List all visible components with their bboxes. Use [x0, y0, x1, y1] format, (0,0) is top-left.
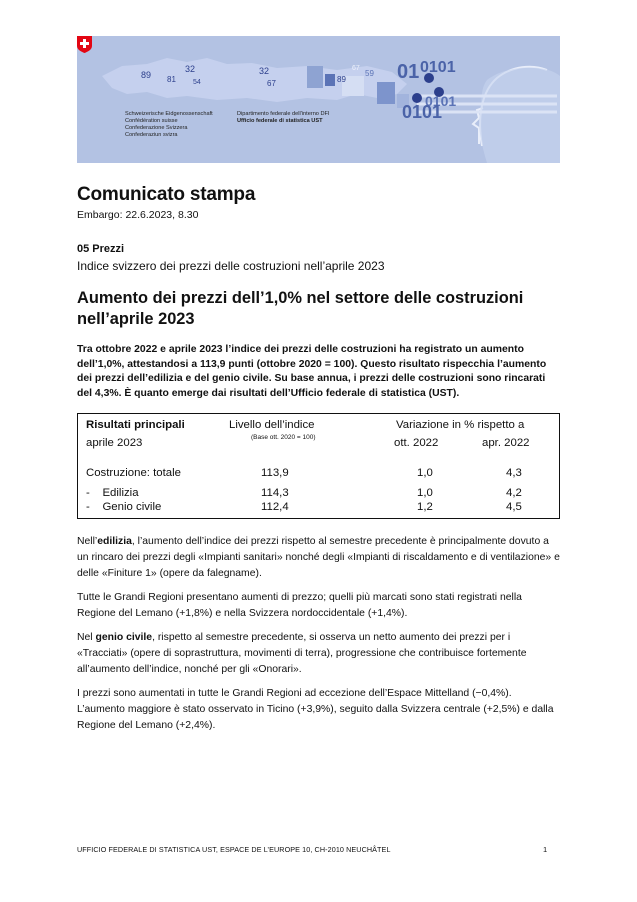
table-period: aprile 2023: [86, 437, 143, 449]
svg-text:54: 54: [193, 79, 201, 86]
paragraph-edilizia: [77, 534, 562, 582]
svg-text:01: 01: [397, 61, 420, 83]
row-v1: 1,0: [417, 487, 433, 499]
fed-line-rm: Confederaziun svizra: [125, 132, 178, 138]
confederation-names: [125, 111, 213, 139]
svg-text:0101: 0101: [402, 102, 443, 122]
embargo-text: Embargo: 22.6.2023, 8.30: [77, 209, 199, 221]
svg-text:89: 89: [141, 70, 152, 80]
fed-line-it: Confederazione Svizzera: [125, 125, 188, 131]
table-title: Risultati principali: [86, 419, 185, 431]
header-banner: [77, 36, 560, 163]
swiss-flag-icon: [77, 36, 92, 53]
svg-text:32: 32: [259, 66, 270, 76]
department-line: Dipartimento federale dell'interno DFI: [237, 111, 330, 117]
row-label: - Edilizia: [86, 487, 139, 499]
text-run: Nel: [77, 632, 96, 643]
svg-text:81: 81: [167, 75, 176, 84]
row-v2: 4,2: [506, 487, 522, 499]
paragraph-regional-increase: I prezzi sono aumentati in tutte le Grandi Regioni ad eccezione dell’Espace Mittelland (−0,4%). L’aumento maggiore è stato osservato in Ticino (+3,9%), seguito dalla Svizzera centrale (+2,5%) e dalla Regione del Lemano (+2,4%).: [77, 688, 554, 731]
department-names: [237, 111, 329, 125]
office-line: Ufficio federale di statistica UST: [237, 118, 323, 124]
row-v2: 4,5: [506, 501, 522, 513]
subtitle: Indice svizzero dei prezzi delle costruzioni nell’aprile 2023: [77, 259, 385, 273]
col-var2-header: apr. 2022: [482, 437, 530, 449]
headline: Aumento dei prezzi dell’1,0% nel settore delle costruzioni nell’aprile 2023: [77, 289, 524, 328]
svg-text:67: 67: [352, 65, 360, 72]
fed-line-fr: Confédération suisse: [125, 118, 178, 124]
col-index-note: (Base ott. 2020 = 100): [251, 434, 316, 441]
row-v2: 4,3: [506, 467, 522, 479]
keyword-genio-civile: genio civile: [95, 632, 153, 643]
svg-text:0101: 0101: [420, 59, 456, 76]
paragraph-genio-civile: [77, 630, 562, 678]
svg-text:89: 89: [337, 75, 346, 84]
svg-text:59: 59: [365, 69, 374, 78]
results-table: [77, 413, 560, 519]
footer-address: UFFICIO FEDERALE DI STATISTICA UST, ESPACE DE L’EUROPE 10, CH-2010 NEUCHÂTEL: [77, 845, 391, 854]
text-run: , rispetto al semestre precedente, si osserva un netto aumento dei prezzi per i «Tracciati» (opere di soprastruttura, movimenti di terra), progressione che contribuisce fortemente all’aumento dell’indice, nonché per gli «Onorari».: [77, 632, 527, 675]
svg-text:67: 67: [267, 79, 276, 88]
lead-paragraph: Tra ottobre 2022 e aprile 2023 l’indice dei prezzi delle costruzioni ha registrato un aumento dell’1,0%, attestandosi a 113,9 punti (ottobre 2020 = 100). Questo risultato rispecchia l’aumento dei prezzi dell’edilizia e del genio civile. Su base annua, i prezzi delle costruzioni sono rincarati del 4,3%. È quanto emerge dai risultati dell’Ufficio federale di statistica (UST).: [77, 344, 547, 399]
page-title: Comunicato stampa: [77, 184, 256, 205]
col-var-header: Variazione in % rispetto a: [396, 419, 525, 431]
row-label: Costruzione: totale: [86, 467, 181, 479]
svg-text:0101: 0101: [425, 93, 457, 109]
paragraph-regions: Tutte le Grandi Regioni presentano aumenti di prezzo; quelli più marcati sono stati registrati nella Regione del Lemano (+1,8%) e nella Svizzera nordoccidentale (+1,4%).: [77, 592, 522, 619]
text-run: , l’aumento dell’indice dei prezzi rispetto al semestre precedente è principalmente dovuto a un rincaro dei prezzi degli «Impianti sanitari» nonché degli «Impianti di riscaldamento e di ventilazione» e delle «Finiture 1» (opere da falegname).: [77, 536, 560, 579]
col-var1-header: ott. 2022: [394, 437, 439, 449]
section-heading: 05 Prezzi: [77, 243, 125, 255]
row-label: - Genio civile: [86, 501, 162, 513]
row-index: 112,4: [261, 501, 289, 513]
page-number: 1: [543, 845, 548, 854]
row-v1: 1,2: [417, 501, 433, 513]
row-index: 114,3: [261, 487, 289, 499]
banner-artwork: [77, 36, 560, 163]
text-run: Nell’: [77, 536, 98, 547]
row-index: 113,9: [261, 467, 289, 479]
fed-line-de: Schweizerische Eidgenossenschaft: [125, 111, 213, 117]
svg-text:32: 32: [185, 64, 196, 74]
keyword-edilizia: edilizia: [97, 536, 132, 547]
row-v1: 1,0: [417, 467, 433, 479]
col-index-header: Livello dell’indice: [229, 419, 315, 431]
